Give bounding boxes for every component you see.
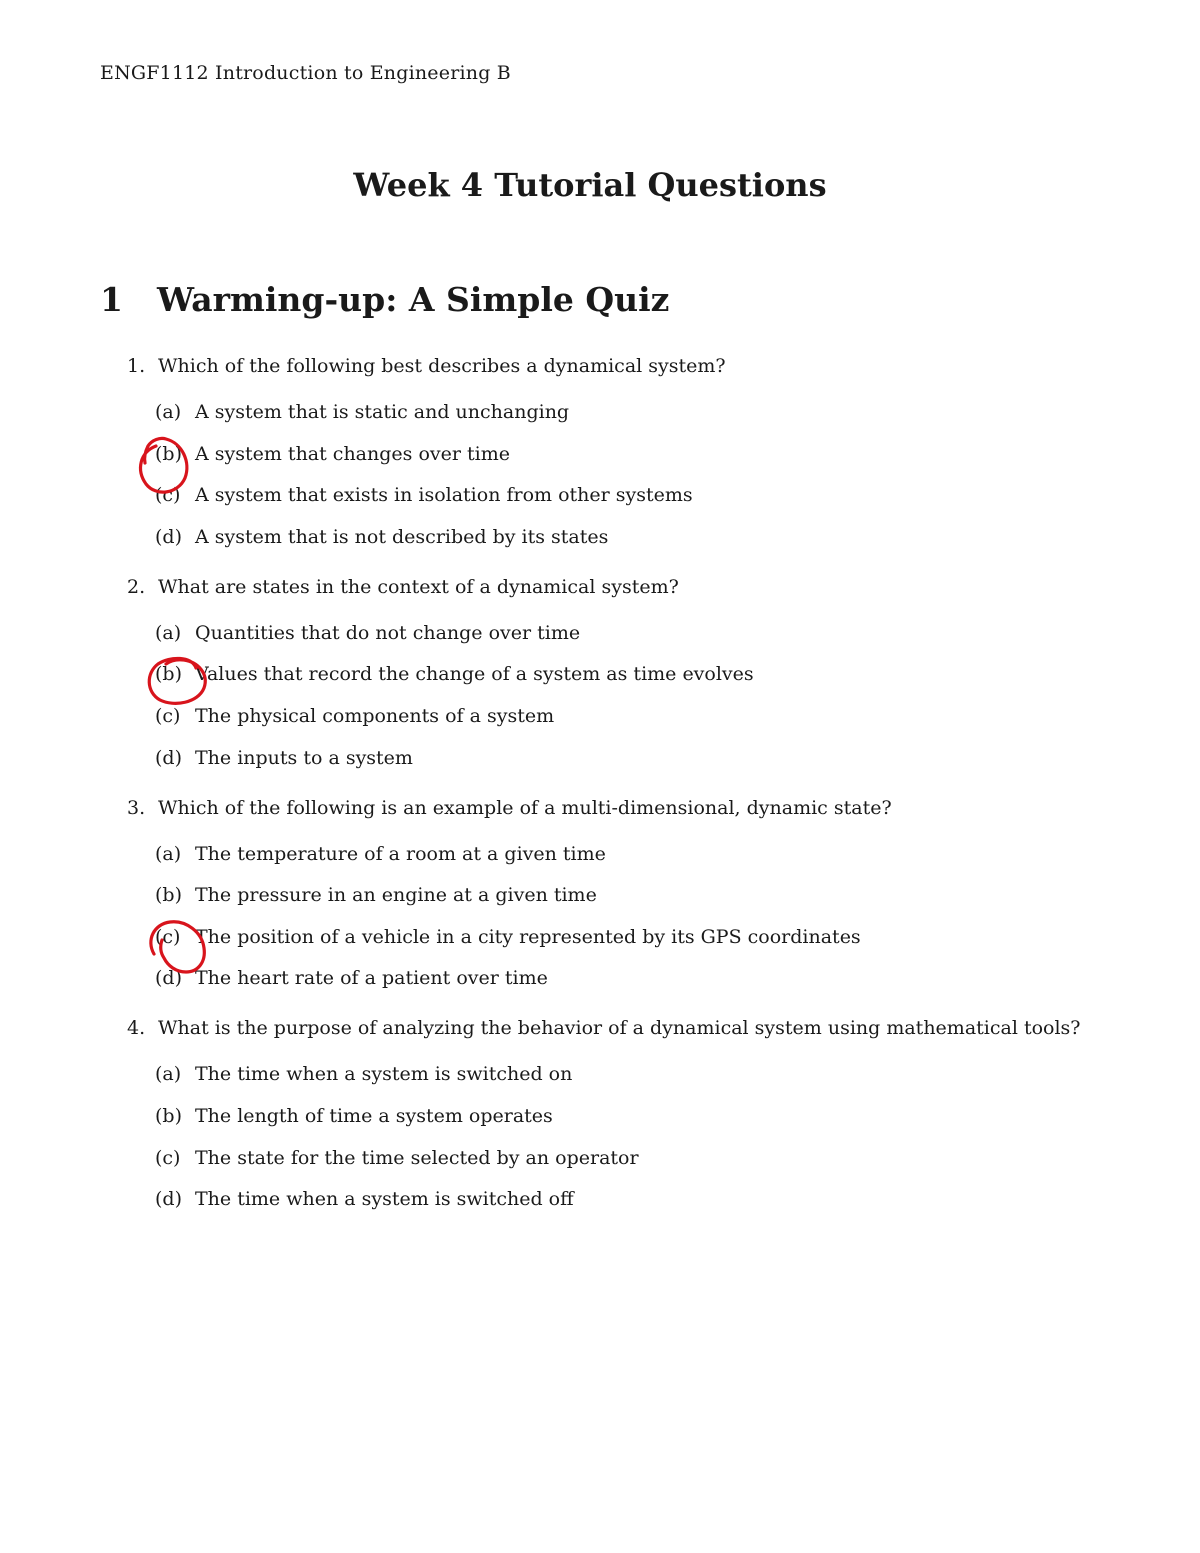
question-number: 3. bbox=[127, 796, 146, 819]
question-3 bbox=[127, 794, 1127, 993]
option-label: (d) bbox=[155, 1188, 182, 1211]
option-text: The time when a system is switched off bbox=[195, 1188, 574, 1211]
question-text: Which of the following best describes a dynamical system? bbox=[158, 355, 726, 377]
option-2b bbox=[155, 660, 1127, 688]
option-3b bbox=[155, 881, 1127, 909]
option-4a bbox=[155, 1060, 1127, 1088]
section-number: 1 bbox=[100, 280, 123, 319]
option-label: (c) bbox=[155, 704, 181, 727]
page-title: Week 4 Tutorial Questions bbox=[353, 166, 827, 204]
option-4c bbox=[155, 1144, 1127, 1172]
option-2d bbox=[155, 744, 1127, 772]
question-text: Which of the following is an example of a multi-dimensional, dynamic state? bbox=[158, 796, 892, 819]
option-list bbox=[127, 840, 1127, 993]
option-text: The pressure in an engine at a given time bbox=[195, 884, 597, 907]
option-label: (c) bbox=[155, 484, 181, 507]
option-1d bbox=[155, 523, 1127, 551]
option-1a bbox=[155, 398, 1127, 426]
option-label: (b) bbox=[155, 442, 182, 465]
option-text: The length of time a system operates bbox=[195, 1104, 553, 1127]
option-text: The time when a system is switched on bbox=[195, 1063, 573, 1086]
option-text: The inputs to a system bbox=[195, 746, 413, 769]
option-label: (b) bbox=[155, 884, 182, 907]
option-text: Quantities that do not change over time bbox=[195, 621, 581, 644]
running-header: ENGF1112 Introduction to Engineering B bbox=[100, 62, 511, 84]
option-3d bbox=[155, 964, 1127, 992]
option-1b bbox=[155, 440, 1127, 468]
option-text: A system that is not described by its states bbox=[195, 525, 609, 548]
option-2c bbox=[155, 702, 1127, 730]
question-text: What are states in the context of a dynamical system? bbox=[158, 575, 679, 598]
option-label: (c) bbox=[155, 1146, 181, 1169]
section-heading bbox=[100, 280, 669, 319]
question-4 bbox=[127, 1014, 1127, 1213]
option-label: (a) bbox=[155, 621, 182, 644]
option-3a bbox=[155, 840, 1127, 868]
option-text: A system that is static and unchanging bbox=[195, 401, 570, 423]
question-1 bbox=[127, 352, 1127, 551]
question-number: 4. bbox=[127, 1017, 146, 1040]
question-text: What is the purpose of analyzing the behavior of a dynamical system using mathematical tools? bbox=[158, 1017, 1081, 1040]
option-text: The physical components of a system bbox=[195, 704, 555, 727]
option-4d bbox=[155, 1185, 1127, 1213]
option-text: Values that record the change of a system as time evolves bbox=[195, 663, 754, 686]
option-1c bbox=[155, 481, 1127, 509]
option-text: The state for the time selected by an operator bbox=[195, 1146, 639, 1169]
option-list bbox=[127, 398, 1127, 551]
question-list bbox=[127, 352, 1127, 1235]
question-number: 1. bbox=[127, 355, 146, 377]
option-list bbox=[127, 619, 1127, 772]
option-label: (c) bbox=[155, 925, 181, 948]
option-3c bbox=[155, 923, 1127, 951]
section-title: Warming-up: A Simple Quiz bbox=[157, 280, 670, 319]
option-label: (a) bbox=[155, 842, 182, 865]
option-4b bbox=[155, 1102, 1127, 1130]
option-text: A system that exists in isolation from other systems bbox=[195, 484, 693, 507]
option-2a bbox=[155, 619, 1127, 647]
option-label: (b) bbox=[155, 1104, 182, 1127]
option-text: The heart rate of a patient over time bbox=[195, 967, 548, 990]
option-label: (d) bbox=[155, 967, 182, 990]
option-label: (a) bbox=[155, 1063, 182, 1086]
option-text: The temperature of a room at a given time bbox=[195, 842, 606, 865]
option-text: The position of a vehicle in a city represented by its GPS coordinates bbox=[195, 925, 861, 948]
option-label: (a) bbox=[155, 401, 182, 423]
option-list bbox=[127, 1060, 1127, 1213]
question-number: 2. bbox=[127, 575, 146, 598]
question-2 bbox=[127, 573, 1127, 772]
option-text: A system that changes over time bbox=[195, 442, 510, 465]
option-label: (b) bbox=[155, 663, 182, 686]
option-label: (d) bbox=[155, 746, 182, 769]
option-label: (d) bbox=[155, 525, 182, 548]
